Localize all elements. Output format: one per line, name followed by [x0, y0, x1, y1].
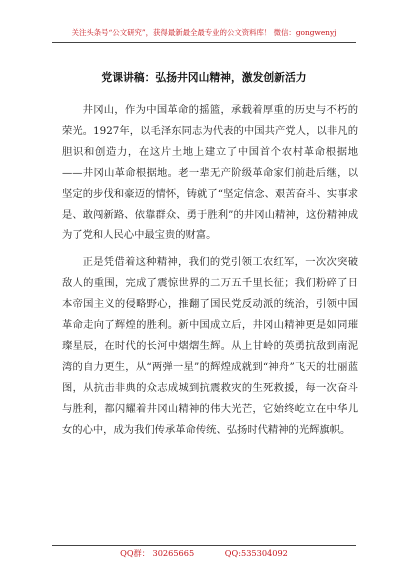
header-divider	[52, 42, 356, 43]
header-banner: 关注头条号“公文研究”，获得最新最全最专业的公文资料库！ 微信：gongwenyj	[71, 28, 337, 37]
footer-contacts	[0, 548, 408, 559]
paragraph-1: 井冈山，作为中国革命的摇篮，承载着厚重的历史与不朽的荣光。1927年，以毛泽东同志为代表的中国共产党人，以非凡的胆识和创造力，在这片土地上建立了中国首个农村革命根据地——井冈山革命根据地。老一辈无产阶级革命家们前赴后继，以坚定的步伐和豪迈的情怀，铸就了“坚定信念、艰苦奋斗、实事求是、敢闯新路、依靠群众、勇于胜利”的井冈山精神，这份精神成为了党和人民心中最宝贵的财富。	[62, 104, 358, 242]
footer-divider	[52, 545, 356, 546]
footer-qq-group: QQ群： 30265665	[120, 548, 195, 558]
paragraph-2: 正是凭借着这种精神，我们的党引领工农红军，一次次突破敌人的重围，完成了震惊世界的二万五千里长征；我们粉碎了日本帝国主义的侵略野心，推翻了国民党反动派的统治，引领中国革命走向了辉煌的胜利。新中国成立后，井冈山精神更是如同璀璨星辰，在时代的长河中熠熠生辉。从上甘岭的英勇抗敌到南泥湾的自力更生，从“两弹一星”的辉煌成就到“神舟”飞天的壮丽蓝图，从抗击非典的众志成城到抗震救灾的生死救援，每一次奋斗与胜利，都闪耀着井冈山精神的伟大光芒，它始终屹立在中华儿女的心中，成为我们传承革命传统、弘扬时代精神的光辉旗帜。	[62, 256, 358, 436]
footer-qq-number: QQ:535304092	[224, 548, 288, 558]
document-body	[62, 100, 358, 447]
document-title: 党课讲稿：弘扬井冈山精神，激发创新活力	[101, 71, 307, 84]
